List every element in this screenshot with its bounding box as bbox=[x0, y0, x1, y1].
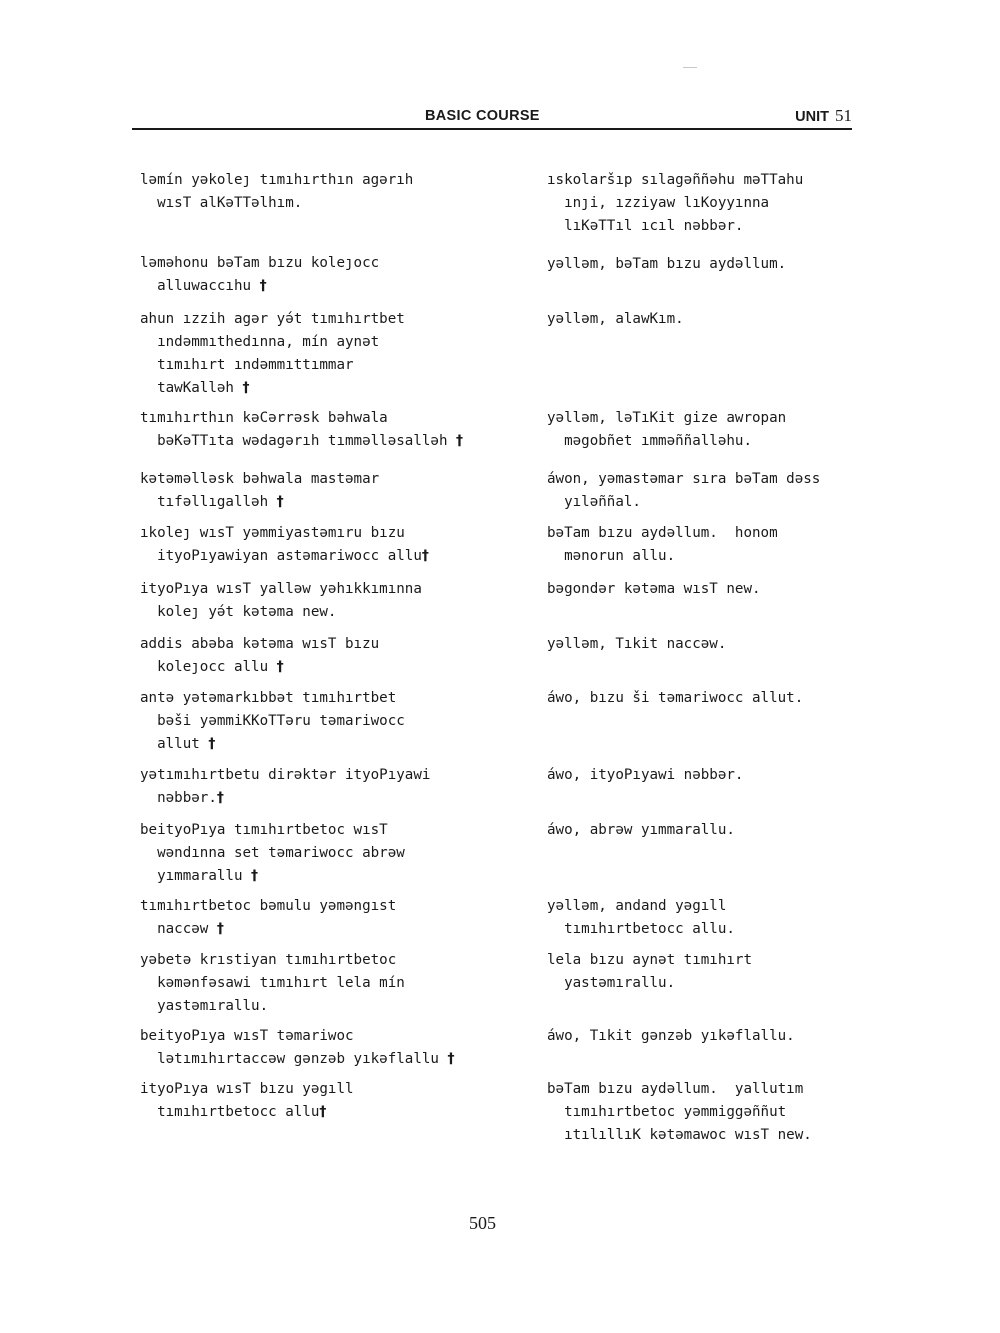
left-entry-3: ahun ızzih agər yə́t tımıhırtbet ındəmmıthedınna, mín aynət tımıhırt ındəmmıttımmar tawKalləh † bbox=[140, 311, 405, 396]
right-entry-14: áwo, Tıkit gənzəb yıkəflallu. bbox=[547, 1028, 795, 1044]
right-entry-11: áwo, abrəw yımmarallu. bbox=[547, 822, 735, 838]
left-entry-12: tımıhırtbetoc bəmulu yəməngıst naccəw † bbox=[140, 898, 397, 937]
right-entry-10: áwo, ityoPıyawi nəbbər. bbox=[547, 767, 744, 783]
header-title: BASIC COURSE bbox=[425, 108, 540, 124]
left-entry-1: ləmín yəkoleȷ tımıhırthın agərıh wısT alKəTTəlhım. bbox=[140, 172, 414, 211]
right-entry-4: yəlləm, ləTıKit gize awropan məgobñet ımməññalləhu. bbox=[547, 410, 787, 449]
dagger-mark: † bbox=[259, 278, 267, 294]
dagger-mark: † bbox=[216, 921, 224, 937]
dagger-mark: † bbox=[242, 380, 250, 396]
left-entry-5: kətəməlləsk bəhwala mastəmar tıfəllıgalləh † bbox=[140, 471, 380, 510]
dagger-mark: † bbox=[421, 548, 429, 564]
dagger-mark: † bbox=[276, 494, 284, 510]
right-entry-13: lela bızu aynət tımıhırt yastəmırallu. bbox=[547, 952, 752, 991]
left-entry-4: tımıhırthın kəCərrəsk bəhwala bəKəTTıta wədagərıh tımməlləsalləh † bbox=[140, 410, 464, 449]
right-entry-1: ıskolaršıp sılagəññəhu məTTahu ınȷi, ızziyaw lıKoyyınna lıKəTTıl ıcıl nəbbər. bbox=[547, 172, 804, 234]
right-entry-5: áwon, yəmastəmar sıra bəTam dəss yıləññal. bbox=[547, 471, 821, 510]
left-entry-15: ityoPıya wısT bızu yəgıll tımıhırtbetocc allu† bbox=[140, 1081, 354, 1120]
right-entry-9: áwo, bızu ši təmariwocc allut. bbox=[547, 690, 804, 706]
left-entry-14: beityoPıya wısT təmariwoc lətımıhırtaccəw gənzəb yıkəflallu † bbox=[140, 1028, 455, 1067]
right-entry-3: yəlləm, alawKım. bbox=[547, 311, 684, 327]
scan-mark bbox=[683, 67, 697, 68]
dagger-mark: † bbox=[447, 1051, 455, 1067]
dagger-mark: † bbox=[276, 659, 284, 675]
right-entry-8: yəlləm, Tıkit naccəw. bbox=[547, 636, 727, 652]
left-entry-6: ıkoleȷ wısT yəmmiyastəmıru bızu ityoPıyawiyan astəmariwocc allu† bbox=[140, 525, 429, 564]
running-header bbox=[132, 104, 852, 130]
header-unit bbox=[795, 106, 852, 126]
right-entry-12: yəlləm, andand yəgıll tımıhırtbetocc allu. bbox=[547, 898, 735, 937]
unit-label: UNIT bbox=[795, 109, 829, 125]
dagger-mark: † bbox=[216, 790, 224, 806]
dagger-mark: † bbox=[208, 736, 216, 752]
unit-number: 51 bbox=[835, 106, 852, 125]
dagger-mark: † bbox=[251, 868, 259, 884]
left-entry-8: addis abəba kətəma wısT bızu koleȷocc allu † bbox=[140, 636, 380, 675]
left-entry-13: yəbetə krıstiyan tımıhırtbetoc kəmənfəsawi tımıhırt lela mín yastəmırallu. bbox=[140, 952, 405, 1014]
right-entry-2: yəlləm, bəTam bızu aydəllum. bbox=[547, 256, 787, 272]
right-entry-6: bəTam bızu aydəllum. honom mənorun allu. bbox=[547, 525, 778, 564]
right-entry-15: bəTam bızu aydəllum. yallutım tımıhırtbetoc yəmmiggəññut ıtılıllıK kətəmawoc wısT new. bbox=[547, 1081, 812, 1143]
page-number: 505 bbox=[469, 1213, 496, 1233]
right-entry-7: bəgondər kətəma wısT new. bbox=[547, 581, 761, 597]
left-entry-9: antə yətəmarkıbbət tımıhırtbet bəši yəmmiKKoTTəru təmariwocc allut † bbox=[140, 690, 405, 752]
left-entry-11: beityoPıya tımıhırtbetoc wısT wəndınna set təmariwocc abrəw yımmarallu † bbox=[140, 822, 405, 884]
dagger-mark: † bbox=[319, 1104, 327, 1120]
left-entry-10: yətımıhırtbetu dirəktər ityoPıyawi nəbbər.† bbox=[140, 767, 431, 806]
left-entry-7: ityoPıya wısT yalləw yəhıkkımınna koleȷ yə́t kətəma new. bbox=[140, 581, 422, 620]
left-entry-2: ləməhonu bəTam bızu koleȷocc alluwaccıhu † bbox=[140, 255, 380, 294]
dagger-mark: † bbox=[456, 433, 464, 449]
